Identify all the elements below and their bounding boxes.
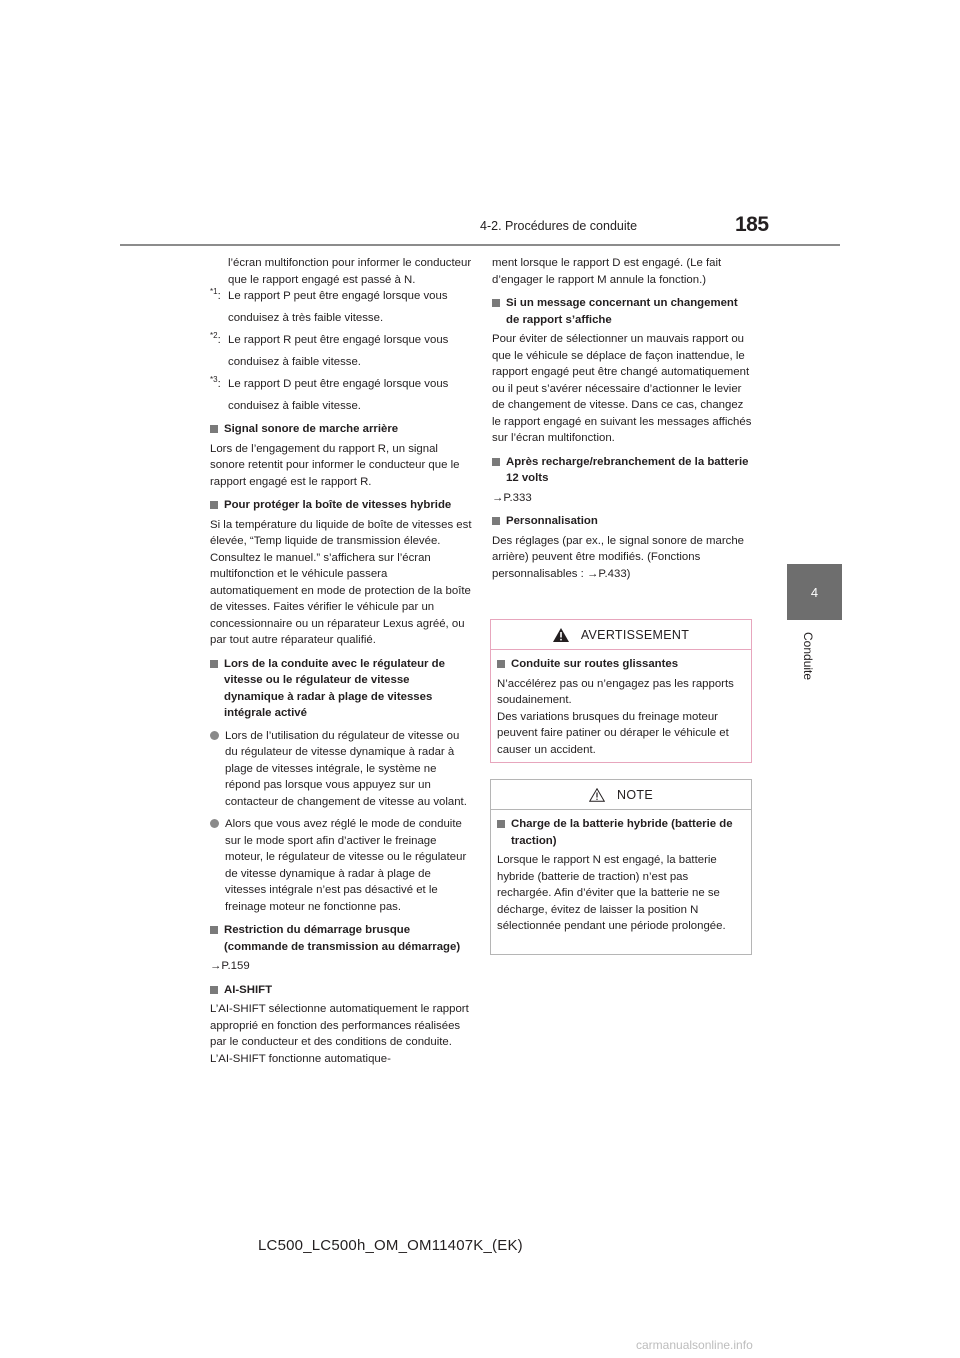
footnote-marker: *2 bbox=[210, 331, 218, 341]
signal-text: Lors de l’engagement du rapport R, un signal sonore retentit pour informer le conducteur que le rapport engagé est le rapport R. bbox=[210, 442, 460, 488]
bullet-text: Lors de l’utilisation du régulateur de vitesse ou du régulateur de vitesse dynamique à radar à plage de vitesses intégrale, le système ne répond pas lorsque vous appuyez sur un contacteur de changement de vitesse au volant. bbox=[225, 729, 467, 808]
warning-body bbox=[491, 650, 751, 766]
protect-text: Si la température du liquide de boîte de vitesses est élevée, “Temp liquide de transmission élevée. Consultez le manuel.” s’affichera sur l’écran multifonction et le véhicule passera automatiquement en mode de protection de la boîte de vitesses. Faites vérifier le véhicule par un concessionnaire ou un réparateur Lexus agréé, ou par tout autre réparateur qualifié. bbox=[210, 518, 472, 646]
heading-text: Après recharge/rebranchement de la batterie 12 volts bbox=[506, 455, 749, 484]
square-bullet-icon bbox=[210, 926, 218, 934]
message-text: Pour éviter de sélectionner un mauvais rapport ou que le véhicule se déplace de façon inattendue, le rapport engagé peut être changé automatiquement ou il peut s’avérer nécessaire d’actionner le levier de changement de vitesse. Dans ce cas, changez le rapport engagé en suivant les messages affichés sur l’écran multifonction. bbox=[492, 333, 752, 444]
footnote-marker: *3 bbox=[210, 375, 218, 385]
heading-text: Personnalisation bbox=[506, 515, 598, 527]
note-text: Lorsque le rapport N est engagé, la batterie hybride (batterie de traction) n’est pas rechargée. Afin d’éviter que la batterie ne se décharge, évitez de laisser la position N sélectionnée pendant une période prolongée. bbox=[497, 854, 726, 932]
square-bullet-icon bbox=[492, 299, 500, 307]
caution-triangle-icon bbox=[589, 788, 605, 802]
perso-text: Des réglages (par ex., le signal sonore de marche arrière) peuvent être modifiés. (Fonctions personnalisables : →P.433) bbox=[492, 534, 744, 580]
footnote-text: Le rapport P peut être engagé lorsque vous bbox=[228, 290, 448, 302]
page-reference-link[interactable]: →P.333 bbox=[492, 491, 532, 504]
section-heading-cruise bbox=[210, 656, 472, 722]
section-heading-aishift bbox=[210, 982, 472, 999]
heading-text: AI-SHIFT bbox=[224, 983, 273, 996]
square-bullet-icon bbox=[210, 660, 218, 668]
continued-text: ment lorsque le rapport D est engagé. (Le fait d’engager le rapport M annule la fonction.) bbox=[492, 257, 722, 286]
bullet-item bbox=[210, 816, 472, 915]
warning-item-heading bbox=[497, 656, 745, 673]
warning-line-2: Des variations brusques du freinage moteur peuvent faire patiner ou déraper le véhicule et causer un accident. bbox=[497, 710, 729, 756]
heading-text: Conduite sur routes glissantes bbox=[511, 658, 679, 670]
note-title: NOTE bbox=[617, 787, 653, 802]
square-bullet-icon bbox=[497, 660, 505, 668]
footnote-continuation: conduisez à faible vitesse. bbox=[228, 355, 361, 368]
footnote-1: $^{*1}$: Le rapport P peut être engagé lorsque vous bbox=[210, 288, 472, 305]
section-heading-signal bbox=[210, 421, 472, 438]
warning-triangle-icon bbox=[553, 628, 569, 642]
heading-text: Restriction du démarrage brusque (commande de transmission au démarrage) bbox=[224, 924, 461, 953]
footnote-3: $^{*3}$: Le rapport D peut être engagé lorsque vous bbox=[210, 376, 472, 393]
aishift-text: L’AI-SHIFT sélectionne automatiquement le rapport approprié en fonction des performances réalisées par le conducteur et des conditions de conduite. L’AI-SHIFT fonctionne automatique- bbox=[210, 1003, 469, 1065]
section-heading-restriction bbox=[210, 922, 472, 955]
page-reference-link[interactable]: →P.159 bbox=[210, 960, 250, 972]
square-bullet-icon bbox=[492, 458, 500, 466]
section-heading-perso bbox=[492, 513, 754, 530]
bullet-item bbox=[210, 728, 472, 811]
section-heading-recharge bbox=[492, 454, 754, 487]
chapter-number: 4 bbox=[810, 584, 819, 600]
note-box bbox=[490, 779, 752, 955]
warning-title: AVERTISSEMENT bbox=[580, 627, 690, 642]
note-header bbox=[491, 780, 751, 810]
footnote-2: $^{*2}$: Le rapport R peut être engagé lorsque vous bbox=[210, 332, 472, 349]
heading-text: Si un message concernant un changement de rapport s’affiche bbox=[506, 297, 738, 326]
warning-line-1: N’accélérez pas ou n’engagez pas les rapports soudainement. bbox=[497, 677, 734, 706]
square-bullet-icon bbox=[497, 820, 505, 828]
document-code: LC500_LC500h_OM_OM11407K_(EK) bbox=[258, 1237, 523, 1254]
square-bullet-icon bbox=[210, 425, 218, 433]
circle-bullet-icon bbox=[210, 819, 219, 828]
square-bullet-icon bbox=[210, 986, 218, 994]
footnote-text: Le rapport R peut être engagé lorsque vous bbox=[228, 334, 449, 346]
footnote-marker: *1 bbox=[210, 287, 218, 297]
warning-box bbox=[490, 619, 752, 763]
page-number: 185 bbox=[735, 213, 769, 236]
circle-bullet-icon bbox=[210, 731, 219, 740]
warning-header bbox=[491, 620, 751, 650]
footnote-continuation: conduisez à très faible vitesse. bbox=[228, 311, 384, 324]
chapter-label: Conduite bbox=[801, 632, 815, 681]
heading-text: Pour protéger la boîte de vitesses hybride bbox=[224, 499, 452, 511]
footnote-continuation: conduisez à faible vitesse. bbox=[228, 399, 361, 412]
intro-text: l’écran multifonction pour informer le conducteur que le rapport engagé est passé à N. bbox=[228, 257, 472, 286]
section-heading-protect bbox=[210, 497, 472, 514]
section-heading-message bbox=[492, 295, 754, 328]
note-body bbox=[491, 810, 751, 943]
heading-text: Lors de la conduite avec le régulateur de vitesse ou le régulateur de vitesse dynamique à radar à plage de vitesses intégrale activé bbox=[224, 657, 445, 719]
chapter-tab bbox=[787, 564, 842, 620]
square-bullet-icon bbox=[492, 517, 500, 525]
heading-text: Charge de la batterie hybride (batterie de traction) bbox=[511, 818, 733, 847]
header-divider bbox=[120, 244, 840, 246]
section-title: 4-2. Procédures de conduite bbox=[480, 219, 638, 233]
left-column bbox=[210, 255, 472, 1067]
footnote-text: Le rapport D peut être engagé lorsque vous bbox=[228, 378, 449, 390]
square-bullet-icon bbox=[210, 501, 218, 509]
note-item-heading bbox=[497, 816, 745, 849]
watermark: carmanualsonline.info bbox=[636, 1338, 753, 1352]
heading-text: Signal sonore de marche arrière bbox=[224, 423, 399, 435]
right-column bbox=[492, 255, 754, 582]
bullet-text: Alors que vous avez réglé le mode de conduite sur le mode sport afin d’activer le freinage moteur, le régulateur de vitesse ou le régulateur de vitesse dynamique à radar à plage de vitesses intégrale n’est pas désactivé et le freinage moteur ne fonctionne pas. bbox=[225, 818, 467, 913]
